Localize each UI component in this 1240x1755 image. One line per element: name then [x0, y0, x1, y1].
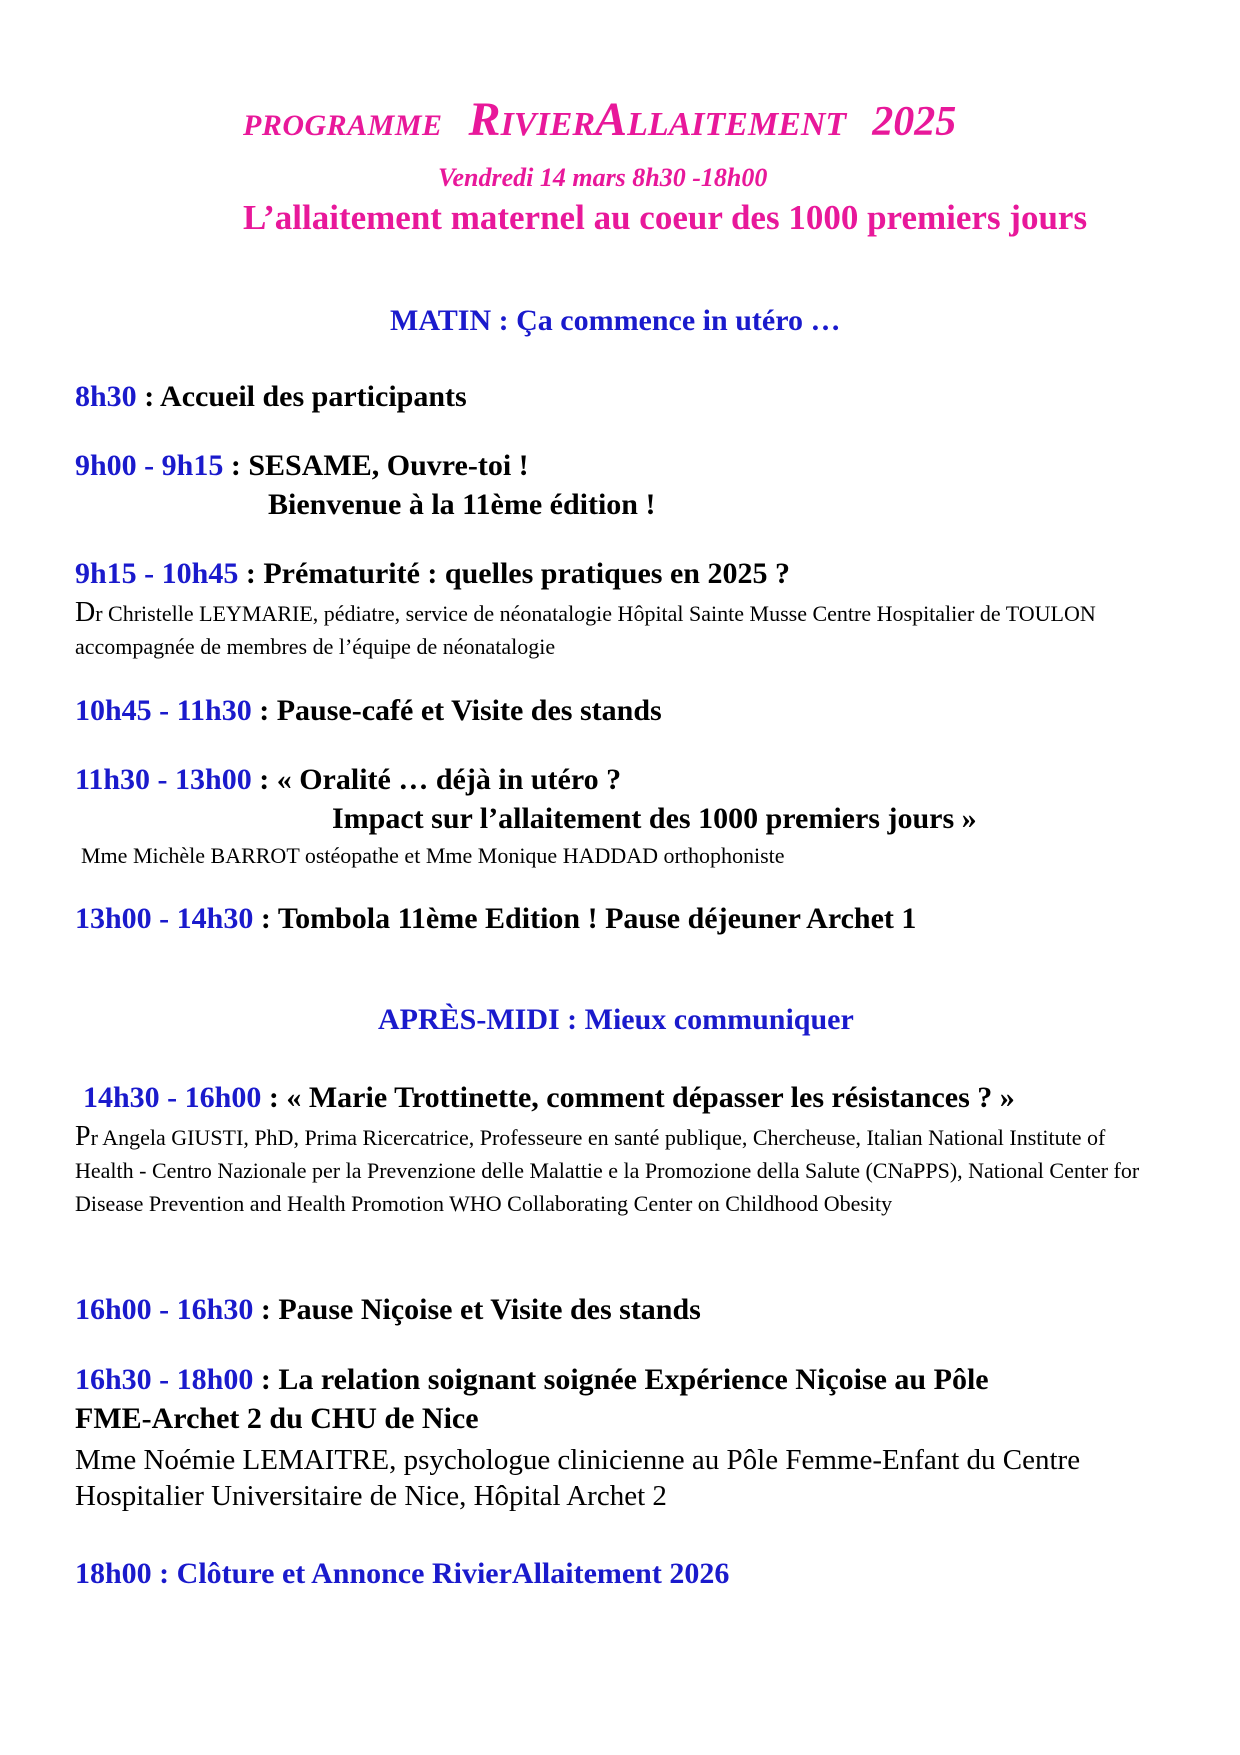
item-title: Pause Niçoise et Visite des stands [278, 1293, 701, 1326]
item-time: 9h00 - 9h15 [75, 449, 224, 482]
item-title: La relation soignant soignée Expérience Niçoise au Pôle [278, 1363, 989, 1396]
schedule-item-care-relation: 16h30 - 18h00 : La relation soignant soignée Expérience Niçoise au Pôle [75, 1363, 989, 1396]
item-time: 9h15 - 10h45 [75, 557, 239, 590]
item-time: 14h30 - 16h00 [83, 1081, 262, 1114]
item-title-continued: Impact sur l’allaitement des 1000 premiers jours » [332, 802, 977, 835]
item-title: Accueil des participants [160, 380, 467, 413]
schedule-item-tombola: 13h00 - 14h30 : Tombola 11ème Edition ! Pause déjeuner Archet 1 [75, 902, 917, 935]
title-prefix: PROGRAMME [243, 109, 443, 142]
afternoon-section-title: APRÈS-MIDI : Mieux communiquer [378, 1003, 854, 1036]
schedule-item-opening: 9h00 - 9h15 : SESAME, Ouvre-toi ! [75, 449, 529, 482]
item-title: Tombola 11ème Edition ! Pause déjeuner Archet 1 [277, 902, 917, 935]
item-title: Prématurité : quelles pratiques en 2025 ? [263, 557, 790, 590]
item-title: Pause-café et Visite des stands [276, 694, 662, 727]
item-time: 8h30 [75, 380, 137, 413]
schedule-item-welcome: 8h30 : Accueil des participants [75, 380, 467, 413]
item-speaker: Mme Noémie LEMAITRE, psychologue clinicienne au Pôle Femme-Enfant du Centre Hospitalier Universitaire de Nice, Hôpital Archet 2 [75, 1444, 1081, 1512]
item-time: 11h30 - 13h00 [75, 763, 252, 796]
closing-line: 18h00 : Clôture et Annonce RivierAllaitement 2026 [75, 1557, 730, 1590]
morning-section-title: MATIN : Ça commence in utéro … [390, 304, 841, 337]
event-date: Vendredi 14 mars 8h30 -18h00 [438, 163, 768, 192]
program-subtitle: L’allaitement maternel au coeur des 1000 premiers jours [243, 198, 1088, 237]
schedule-item-coffee-break: 10h45 - 11h30 : Pause-café et Visite des stands [75, 694, 662, 727]
program-year: 2025 [872, 99, 957, 145]
program-title [243, 93, 957, 146]
schedule-item-nicoise-break: 16h00 - 16h30 : Pause Niçoise et Visite des stands [75, 1293, 701, 1326]
item-title-continued: FME-Archet 2 du CHU de Nice [75, 1402, 479, 1435]
item-title: « Oralité … déjà in utéro ? [276, 763, 622, 796]
item-title: « Marie Trottinette, comment dépasser les résistances ? » [286, 1081, 1015, 1114]
item-title-continued: Bienvenue à la 11ème édition ! [268, 488, 656, 521]
item-speaker: Pr Angela GIUSTI, PhD, Prima Ricercatrice, Professeure en santé publique, Chercheuse, Italian National Institute of Health - Centro Nazionale per la Prevenzione delle Malattie e la Promozione della Salute (CNaPPS), National Center for Disease Prevention and Health Promotion WHO Collaborating Center on Childhood Obesity [75, 1121, 1140, 1216]
item-speaker: Mme Michèle BARROT ostéopathe et Mme Monique HADDAD orthophoniste [81, 843, 785, 868]
item-speaker: Dr Christelle LEYMARIE, pédiatre, service de néonatalogie Hôpital Sainte Musse Centre Hospitalier de TOULON accompagnée de membres de l’équipe de néonatalogie [75, 597, 1096, 659]
schedule-item-prematurity: 9h15 - 10h45 : Prématurité : quelles pratiques en 2025 ? [75, 557, 790, 590]
schedule-item-orality: 11h30 - 13h00 : « Oralité … déjà in utéro ? [75, 763, 622, 796]
item-title: SESAME, Ouvre-toi ! [248, 449, 529, 482]
item-time: 10h45 - 11h30 [75, 694, 252, 727]
schedule-item-keynote: 14h30 - 16h00 : « Marie Trottinette, comment dépasser les résistances ? » [83, 1081, 1015, 1114]
item-time: 16h00 - 16h30 [75, 1293, 254, 1326]
item-time: 16h30 - 18h00 [75, 1363, 254, 1396]
brand-name: RivierAllaitement [468, 93, 847, 146]
item-time: 13h00 - 14h30 [75, 902, 254, 935]
